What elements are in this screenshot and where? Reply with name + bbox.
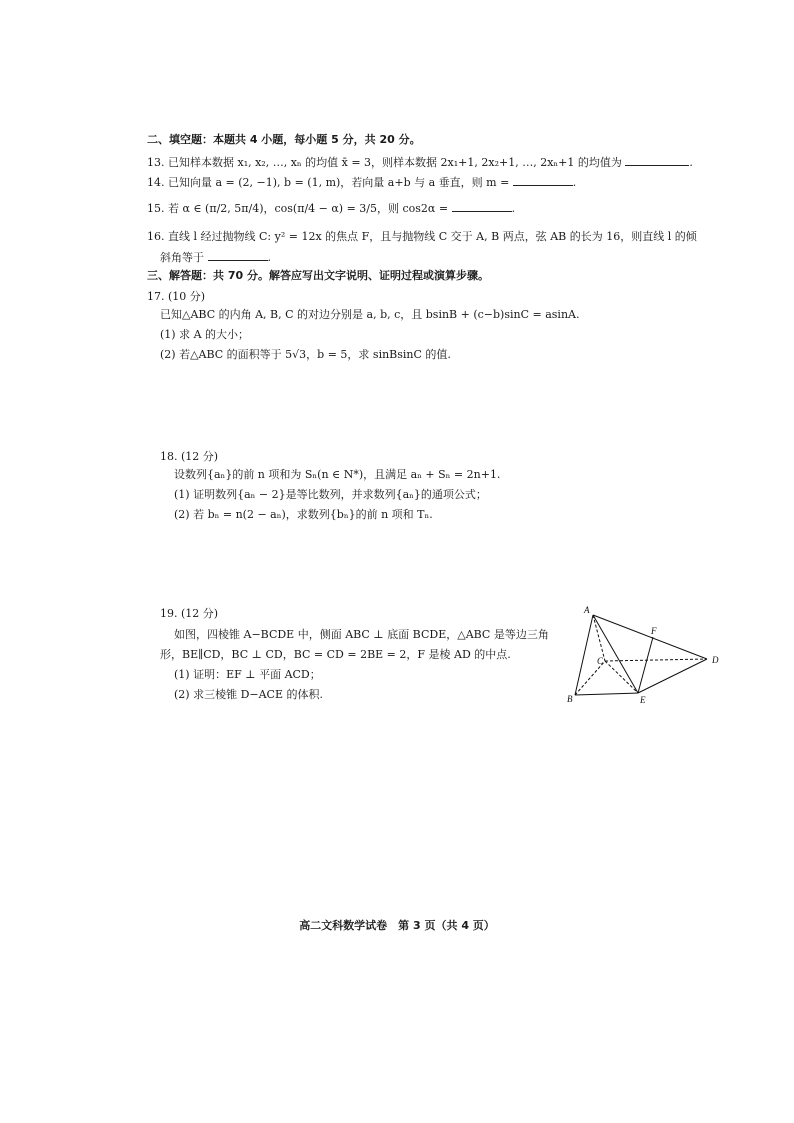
question-18-part-2: (2) 若 bₙ = n(2 − aₙ)，求数列{bₙ}的前 n 项和 Tₙ. — [174, 508, 433, 521]
label-d: D — [712, 655, 719, 665]
edge-ed — [638, 659, 707, 693]
question-19-stem-1: 如图，四棱锥 A−BCDE 中，侧面 ABC ⊥ 底面 BCDE，△ABC 是等边三角 — [174, 628, 549, 641]
question-15-text: 15. 若 α ∈ (π/2, 5π/4)，cos(π/4 − α) = 3/5，则 cos2α = — [147, 202, 449, 215]
label-e: E — [640, 695, 646, 705]
question-19-label: 19. (12 分) — [160, 607, 219, 620]
section-3-heading: 三、解答题：共 70 分。解答应写出文字说明、证明过程或演算步骤。 — [147, 269, 489, 282]
edge-ab — [575, 615, 593, 695]
page-footer: 高二文科数学试卷 第 3 页（共 4 页） — [299, 919, 495, 932]
edge-ad — [593, 615, 707, 659]
question-17-part-2: (2) 若△ABC 的面积等于 5√3，b = 5，求 sinBsinC 的值. — [160, 348, 451, 361]
section-2-heading: 二、填空题：本题共 4 小题，每小题 5 分，共 20 分。 — [147, 133, 421, 146]
edge-fe — [638, 637, 653, 693]
edge-be — [575, 693, 638, 695]
question-14: 14. 已知向量 a = (2, −1), b = (1, m)，若向量 a+b 与 a 垂直，则 m = . — [147, 176, 577, 189]
question-15: 15. 若 α ∈ (π/2, 5π/4)，cos(π/4 − α) = 3/5，则 cos2α = . — [147, 202, 516, 215]
question-14-text: 14. 已知向量 a = (2, −1), b = (1, m)，若向量 a+b 与 a 垂直，则 m = — [147, 176, 510, 189]
edge-ae — [593, 615, 638, 693]
question-19-part-1: (1) 证明：EF ⊥ 平面 ACD； — [174, 668, 321, 681]
question-19-part-2: (2) 求三棱锥 D−ACE 的体积. — [174, 688, 323, 701]
question-13-text: 13. 已知样本数据 x₁, x₂, …, xₙ 的均值 x̄ = 3，则样本数据 2x₁+1, 2x₂+1, …, 2xₙ+1 的均值为 — [147, 156, 622, 169]
label-f: F — [651, 626, 657, 636]
answer-blank-13 — [625, 155, 689, 166]
edge-cd-hidden — [605, 659, 707, 661]
question-16-line-2: 斜角等于 . — [160, 251, 271, 264]
answer-blank-14 — [513, 175, 573, 186]
question-18-label: 18. (12 分) — [160, 450, 219, 463]
question-17-label: 17. (10 分) — [147, 290, 206, 303]
edge-bc-hidden — [575, 661, 605, 695]
question-16-line-1: 16. 直线 l 经过抛物线 C: y² = 12x 的焦点 F，且与抛物线 C 交于 A, B 两点，弦 AB 的长为 16，则直线 l 的倾 — [147, 230, 697, 243]
question-17-part-1: (1) 求 A 的大小； — [160, 328, 250, 341]
question-18-part-1: (1) 证明数列{aₙ − 2}是等比数列，并求数列{aₙ}的通项公式； — [174, 488, 487, 501]
edge-ce-hidden — [605, 661, 638, 693]
answer-blank-16 — [208, 250, 268, 261]
question-13: 13. 已知样本数据 x₁, x₂, …, xₙ 的均值 x̄ = 3，则样本数据 2x₁+1, 2x₂+1, …, 2xₙ+1 的均值为 . — [147, 156, 693, 169]
question-17-stem: 已知△ABC 的内角 A, B, C 的对边分别是 a, b, c，且 bsinB + (c−b)sinC = asinA. — [160, 308, 580, 321]
pyramid-figure — [560, 600, 735, 710]
question-18-stem: 设数列{aₙ}的前 n 项和为 Sₙ(n ∈ N*)，且满足 aₙ + Sₙ = 2n+1. — [174, 468, 501, 481]
edge-ac-hidden — [593, 615, 605, 661]
answer-blank-15 — [452, 201, 512, 212]
label-c: C — [597, 656, 604, 666]
label-b: B — [567, 694, 573, 704]
question-16-text-2: 斜角等于 — [160, 251, 204, 264]
label-a: A — [584, 605, 590, 615]
question-19-stem-2: 形，BE∥CD，BC ⊥ CD，BC = CD = 2BE = 2，F 是棱 AD 的中点. — [160, 648, 511, 661]
